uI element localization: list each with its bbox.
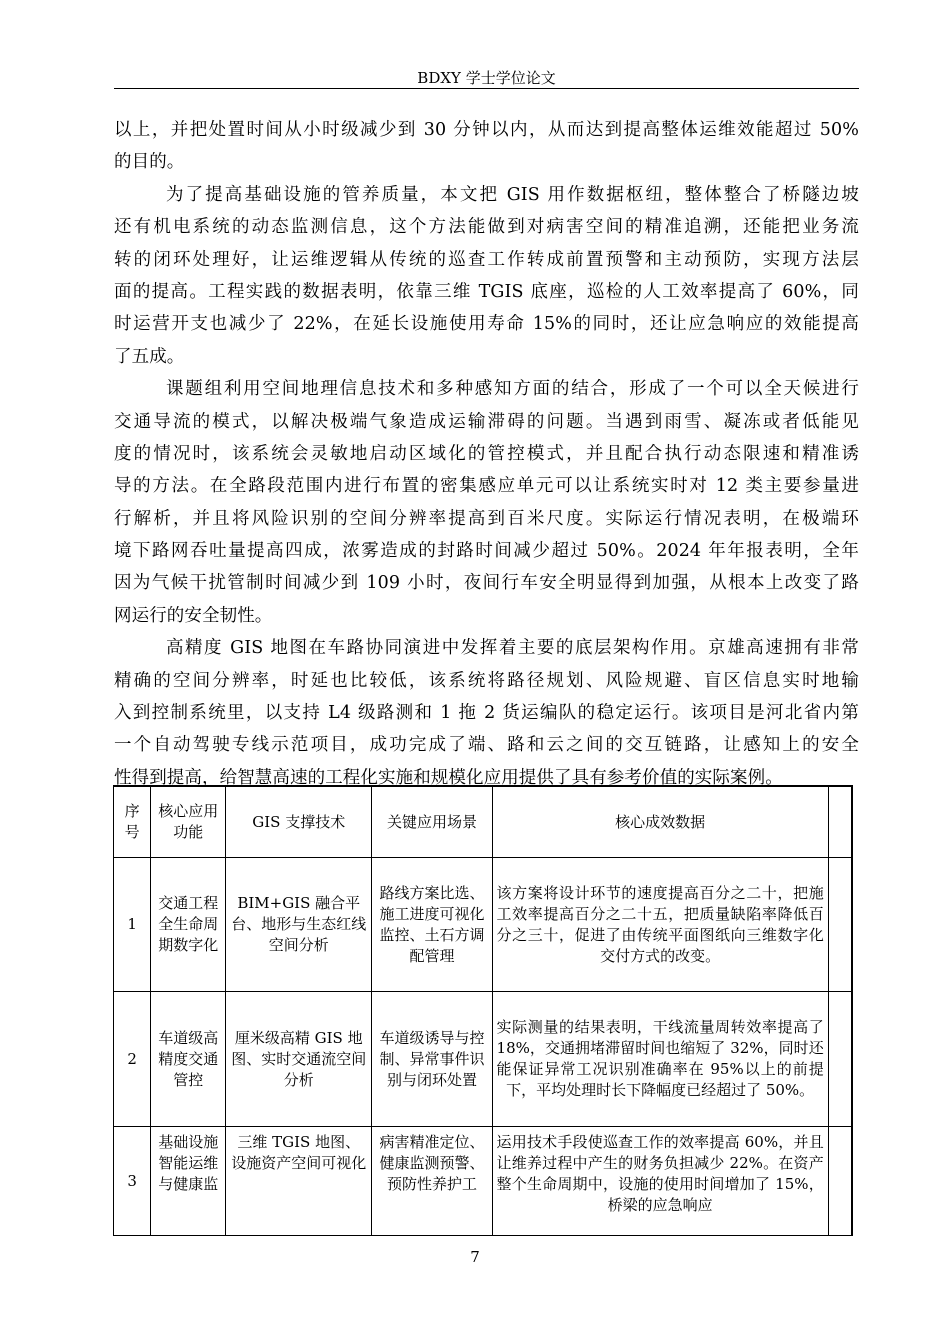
paragraph-line: 因为气候干扰管制时间减少到 109 小时，夜间行车安全明显得到加强，从根本上改变了路 [114,573,859,594]
paragraph-line: 性得到提高，给智慧高速的工程化实施和规模化应用提供了具有参考价值的实际案例。 [114,767,783,788]
table-filler-cell [828,858,852,992]
paragraph-line: 度的情况时，该系统会灵敏地启动区域化的管控模式，并且配合执行动态限速和精准诱 [114,443,859,464]
paragraph-line: 以上，并把处置时间从小时级减少到 30 分钟以内，从而达到提高整体运维效能超过 50% [114,120,859,140]
table-row [114,858,853,992]
table-filler-cell [828,992,852,1127]
paragraph-line: 高精度 GIS 地图在车路协同演进中发挥着主要的底层架构作用。京雄高速拥有非常 [166,638,859,659]
paragraph-line: 为了提高基础设施的管养质量，本文把 GIS 用作数据枢纽，整体整合了桥隧边坡 [166,184,859,205]
cell-text: 三维 TGIS 地图、设施资产空间可视化 [231,1133,367,1172]
table-header-cell: GIS 支撑技术 [226,786,372,858]
table-header-cell: 核心成效数据 [492,786,828,858]
table-cell: 交通工程全生命周期数字化 [151,858,226,992]
page-header: BDXY 学士学位论文 [417,69,556,87]
table-cell: 该方案将设计环节的速度提高百分之二十，把施工效率提高百分之二十五，把质量缺陷率降低百分之三十，促进了由传统平面图纸向三维数字化交付方式的改变。 [492,858,828,992]
table-header-cell: 序号 [114,786,151,858]
paragraph-line: 网运行的安全韧性。 [114,605,273,626]
paragraph-line: 的目的。 [114,152,185,173]
body-text [114,114,859,794]
table-cell: 1 [114,858,151,992]
paragraph-line: 精确的空间分辨率，时延也比较低，该系统将路径规划、风险规避、盲区信息实时地输 [114,670,859,691]
paragraph-line: 还有机电系统的动态监测信息，这个方法能做到对病害空间的精准追溯，还能把业务流 [114,217,859,238]
header-rule [114,88,859,89]
table-cell [151,1127,226,1236]
paragraph-line: 入到控制系统里，以支持 L4 级路测和 1 拖 2 货运编队的稳定运行。该项目是河北省内第 [114,703,859,724]
application-table [113,785,853,1236]
table-cell: 实际测量的结果表明，干线流量周转效率提高了 18%，交通拥堵滞留时间也缩短了 32%，同时还能保证异常工况识别准确率在 95%以上的前提下，平均处理时长下降幅度已经超过了 50%。 [492,992,828,1127]
table-filler-cell [828,1127,852,1236]
table-cell: BIM+GIS 融合平台、地形与生态红线空间分析 [226,858,372,992]
cell-text: 运用技术手段使巡查工作的效率提高 60%，并且让维养过程中产生的财务负担减少 22%。在资产整个生命周期中，设施的使用时间增加了 15%，桥梁的应急响应 [496,1133,824,1214]
table-cell: 2 [114,992,151,1127]
paragraph-line: 时运营开支也减少了 22%，在延长设施使用寿命 15%的同时，还让应急响应的效能提高 [114,314,859,335]
table-cell [226,1127,372,1236]
cell-text: 基础设施智能运维与健康监 [158,1133,219,1193]
cell-text: 病害精准定位、健康监测预警、预防性养护工 [379,1133,485,1193]
table-cell: 3 [114,1127,151,1236]
paragraph-line: 了五成。 [114,346,185,367]
paragraph-line: 交通导流的模式，以解决极端气象造成运输滞碍的问题。当遇到雨雪、凝冻或者低能见 [114,411,859,432]
paragraph-line: 转的闭环处理好，让运维逻辑从传统的巡查工作转成前置预警和主动预防，实现方法层 [114,249,859,270]
table-cell: 车道级高精度交通管控 [151,992,226,1127]
table-header-cell: 核心应用功能 [151,786,226,858]
table-cell [372,1127,492,1236]
table-row [114,1127,853,1236]
table-filler-cell [828,786,852,858]
paragraph-line: 导的方法。在全路段范围内进行布置的密集感应单元可以让系统实时对 12 类主要参量进 [114,476,859,497]
table-row [114,992,853,1127]
table-cell: 车道级诱导与控制、异常事件识别与闭环处置 [372,992,492,1127]
table-header-cell: 关键应用场景 [372,786,492,858]
table-cell: 路线方案比选、施工进度可视化监控、土石方调配管理 [372,858,492,992]
table-header-row [114,786,853,858]
page-number: 7 [470,1248,480,1266]
paragraph-line: 行解析，并且将风险识别的空间分辨率提高到百米尺度。实际运行情况表明，在极端环 [114,508,859,529]
table-cell [492,1127,828,1236]
paragraph-line: 一个自动驾驶专线示范项目，成功完成了端、路和云之间的交互链路，让感知上的安全 [114,735,859,756]
paragraph-line: 境下路网吞吐量提高四成，浓雾造成的封路时间减少超过 50%。2024 年年报表明，全年 [114,541,859,562]
paragraph-line: 面的提高。工程实践的数据表明，依靠三维 TGIS 底座，巡检的人工效率提高了 60%，同 [114,281,859,302]
paragraph-line: 课题组利用空间地理信息技术和多种感知方面的结合，形成了一个可以全天候进行 [166,379,859,400]
table-cell: 厘米级高精 GIS 地图、实时交通流空间分析 [226,992,372,1127]
